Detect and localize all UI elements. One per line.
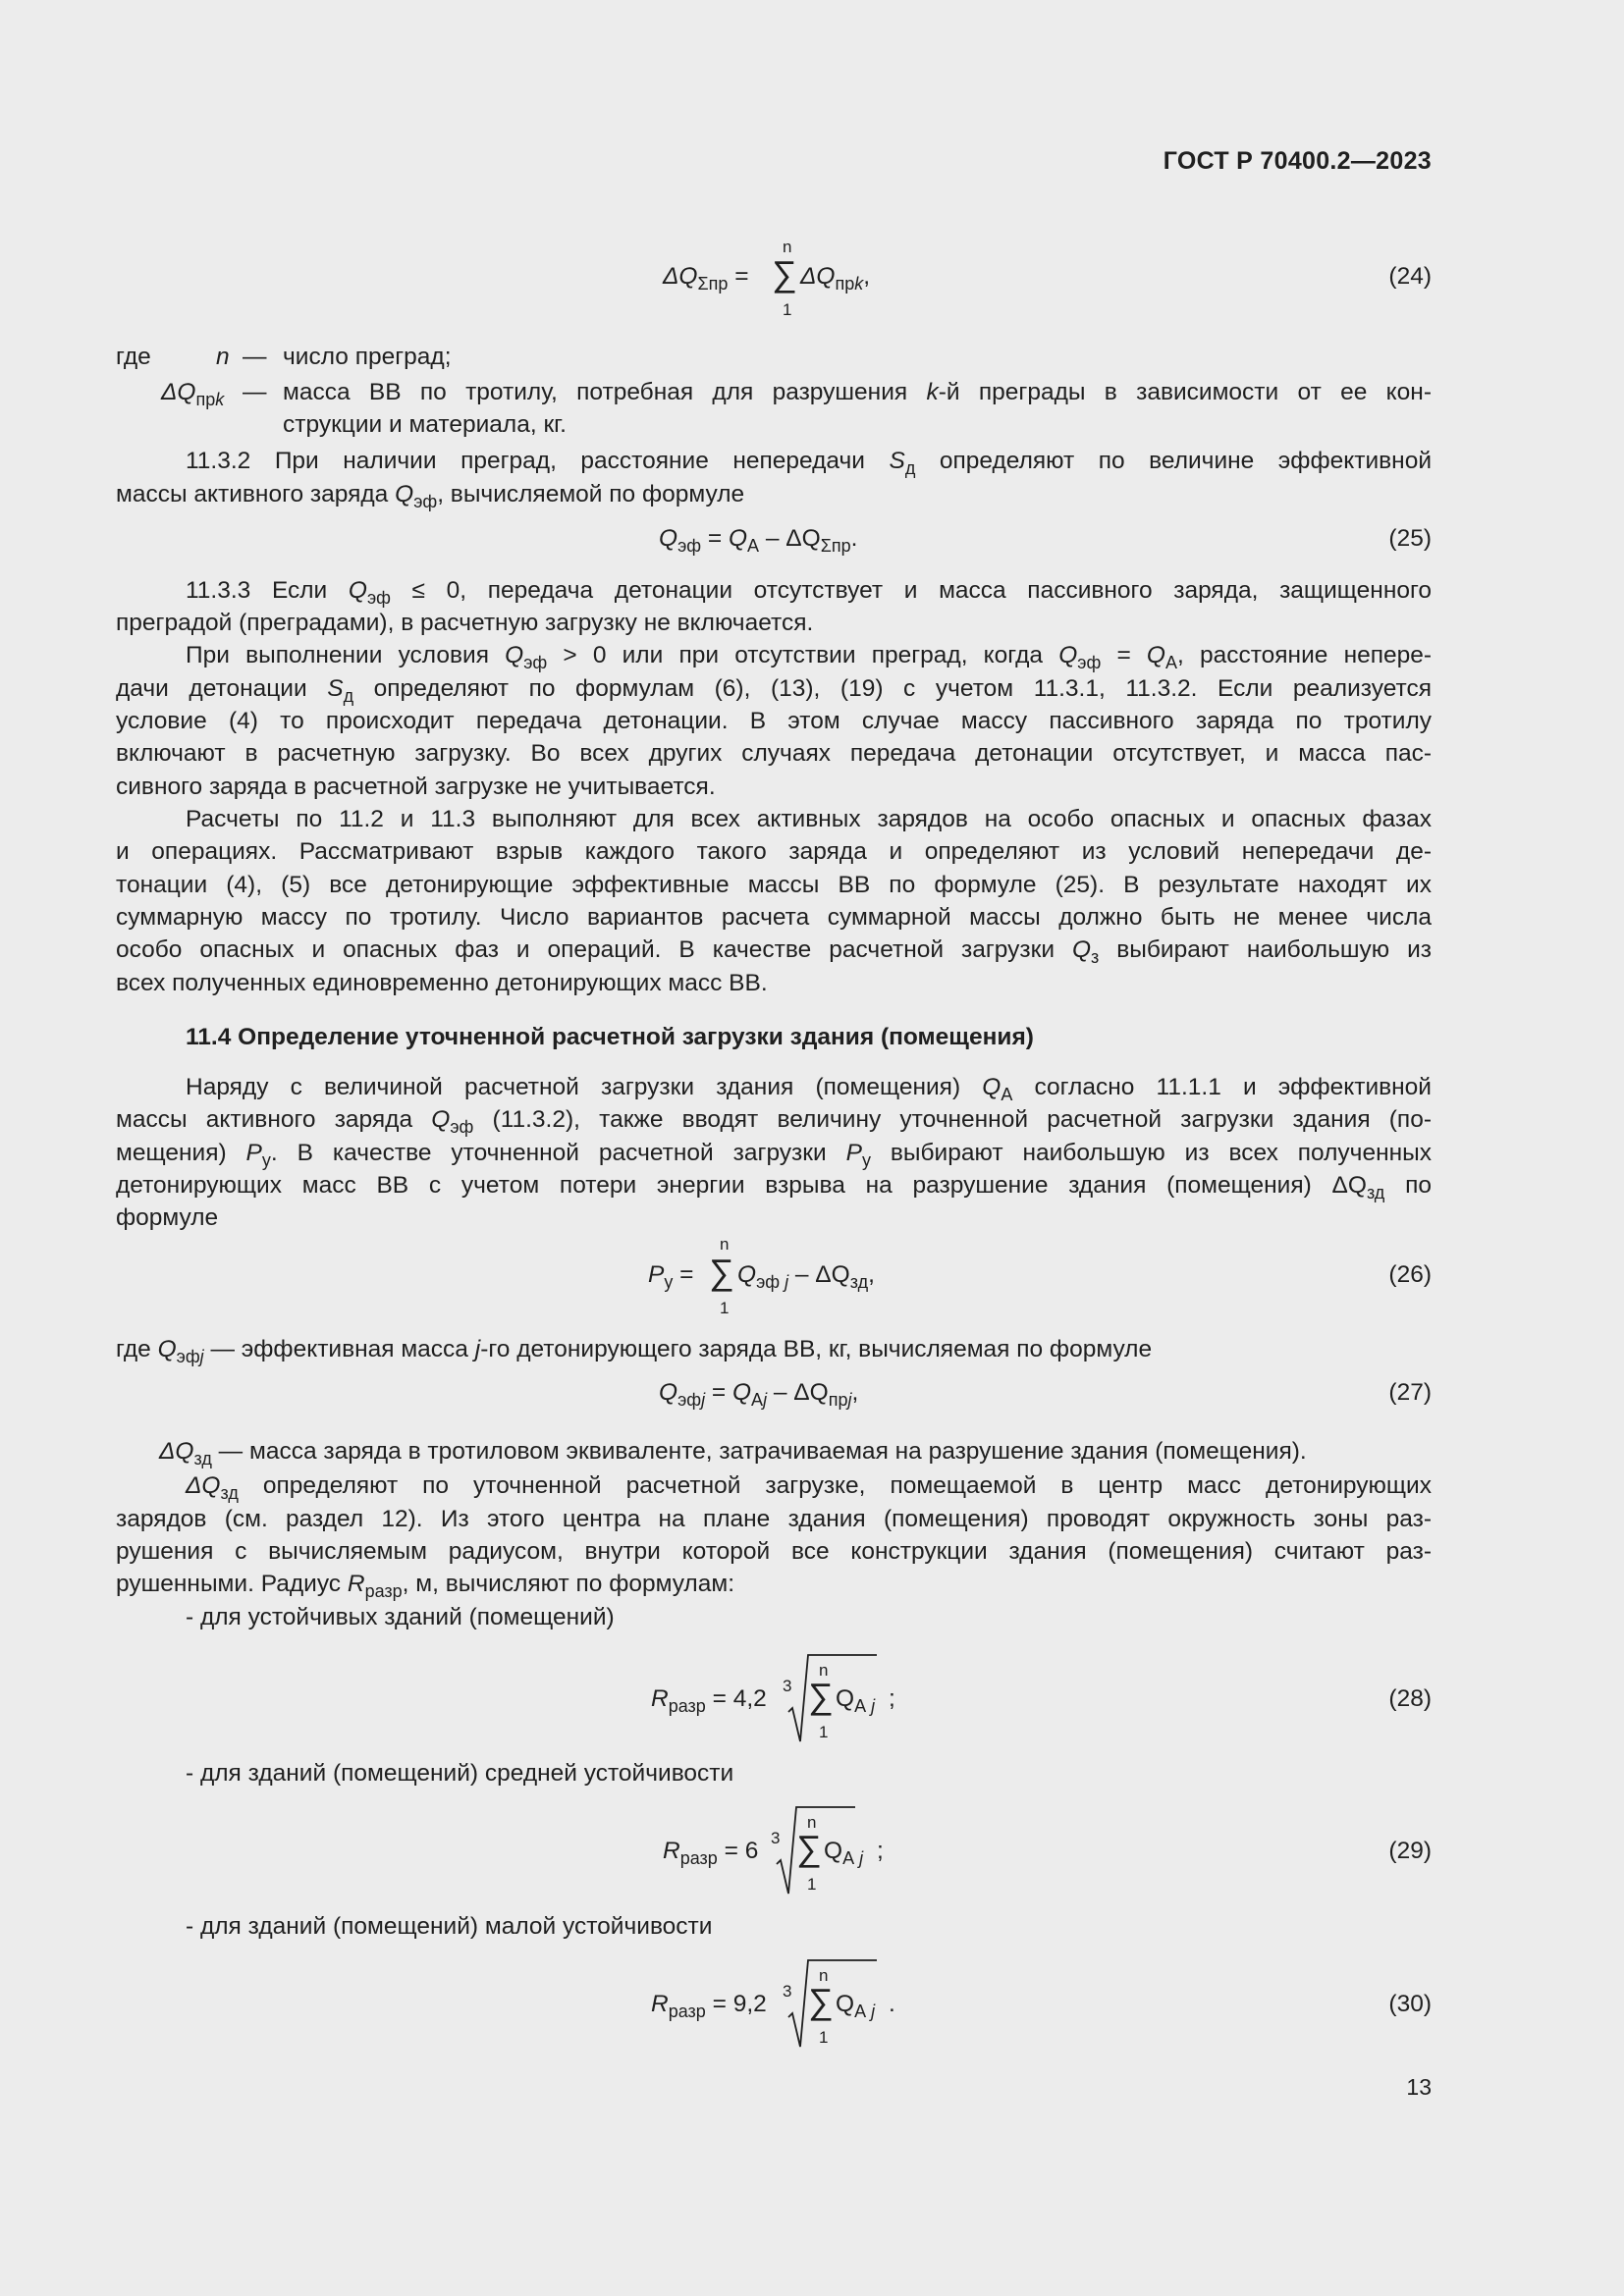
case-low: - для зданий (помещений) малой устойчивости [186, 1913, 713, 1940]
equation-number: (29) [1388, 1838, 1432, 1864]
case-medium: - для зданий (помещений) средней устойчивости [186, 1760, 734, 1787]
equation-number: (25) [1388, 525, 1432, 552]
sum-sign: ∑ [808, 1676, 834, 1716]
sum-sign: ∑ [709, 1252, 734, 1292]
equation-number: (24) [1388, 263, 1432, 290]
equation-number: (30) [1388, 1991, 1432, 2017]
legend-27: $\Delta Q_{зд}$ — масса заряда в тротиловом эквиваленте, затрачиваемая на разрушение здания (помещения). [159, 1438, 1307, 1468]
section-heading: 11.4 Определение уточненной расчетной загрузки здания (помещения) [186, 1024, 1034, 1050]
sum-sign: ∑ [808, 1981, 834, 2021]
equation-number: (28) [1388, 1685, 1432, 1712]
equation-number: (26) [1388, 1261, 1432, 1288]
document-header: ГОСТ Р 70400.2—2023 [1163, 147, 1432, 175]
page-number: 13 [1406, 2074, 1432, 2100]
legend-26: где $Q_{эфj}$ — эффективная масса j-го детонирующего заряда ВВ, кг, вычисляемая по формуле [116, 1336, 1153, 1366]
sum-sign: ∑ [796, 1828, 822, 1868]
case-stable: - для устойчивых зданий (помещений) [186, 1604, 615, 1630]
document-page: ГОСТ Р 70400.2—2023 $\Delta Q_{\Sigma пр}$ = n ∑ 1 $\Delta Q_{прk}$, (24) где n — число преград; $\Delta Q_{прk}$ — масса ВВ по тротилу, потребная для разрушения k-й преграды в зависимости от ее кон- струкции и материала, кг. 11.3.2 При наличии преград, расстояние непередачи $S_д$ определяют по величине эффективной массы активного заряда $Q_{эф}$, вычисляемой по формуле $Q_{эф} = Q_А - \Delta Q_{\Sigma пр}$. (25) 11.3.3 Если $Q_{эф} \le 0$, передача детонации отсутствует и масса пассивного заряда, защищенного преградой (преградами), в расчетную загрузку не включается. При выполнении условия $Q_{эф} > 0$ или при отсутствии преград, когда $Q_{эф} = Q_А$, расстояние непере- дачи детонации $S_д$ определяют по формулам (6), (13), (19) с учетом 11.3.1, 11.3.2. Если реализуется условие (4) то происходит передача детонации. В этом случае массу пассивного заряда по тротилу включают в расчетную загрузку. Во всех других случаях передача детонации отсутствует, и масса пас- сивного заряда в расчетной загрузке не учитывается. Расчеты по 11.2 и 11.3 выполняют для всех активных зарядов на особо опасных и опасных фазах и операциях. Рассматривают взрыв каждого такого заряда и определяют из условий непередачи де- тонации (4), (5) все детонирующие эффективные массы ВВ по формуле (25). В результате находят их суммарную массу по тротилу. Число вариантов расчета суммарной массы должно быть не менее числа особо опасных и опасных фаз и операций. В качестве расчетной загрузки $Q_з$ выбирают наибольшую из всех полученных единовременно детонирующих масс ВВ. 11.4 Определение уточненной расчетной загрузки здания (помещения) Наряду с величиной расчетной загрузки здания (помещения) $Q_А$ согласно 11.1.1 и эффективной массы активного заряда $Q_{эф}$ (11.3.2), также вводят величину уточненной расчетной загрузки здания (по- мещения) $P_у$. В качестве уточненной расчетной загрузки $P_у$ выбирают наибольшую из всех полученных детонирующих масс ВВ с учетом потери энергии взрыва на разрушение здания (помещения) $\Delta Q_{зд}$ по формуле $P_у$ = n ∑ 1 $Q_{эф j} - \Delta Q_{зд}$, (26) где $Q_{эфj}$ — эффективная масса j-го детонирующего заряда ВВ, кг, вычисляемая по формуле $Q_{эфj} = Q_{Аj} - \Delta Q_{прj}$, (27) $\Delta Q_{зд}$ — масса заряда в тротиловом эквиваленте, затрачиваемая на разрушение здания (помещения). $\Delta Q_{зд}$ определяют по уточненной расчетной загрузке, помещаемой в центр масс детонирующих зарядов (см. раздел 12). Из этого центра на плане здания (помещения) проводят окружность зоны раз- рушения с вычисляемым радиусом, внутри которой все конструкции здания (помещения) считают раз- рушенными. Радиус $R_{разр}$, м, вычисляют по формулам: - для устойчивых зданий (помещений) $R_{разр} = 4,2$ 3 n ∑ 1 $Q_{А j}$ ; (28) - для зданий (помещений) средней устойчивости $R_{разр} = 6$ 3 n ∑ 1 $Q_{А j}$ ; (29) - для зданий (помещений) малой устойчивости $R_{разр} = 9,2$ 3 n ∑ 1 $Q_{А j}$ . (30) 13 [116, 147, 1433, 2100]
sum-sign: ∑ [772, 253, 797, 294]
equation-number: (27) [1388, 1379, 1432, 1406]
